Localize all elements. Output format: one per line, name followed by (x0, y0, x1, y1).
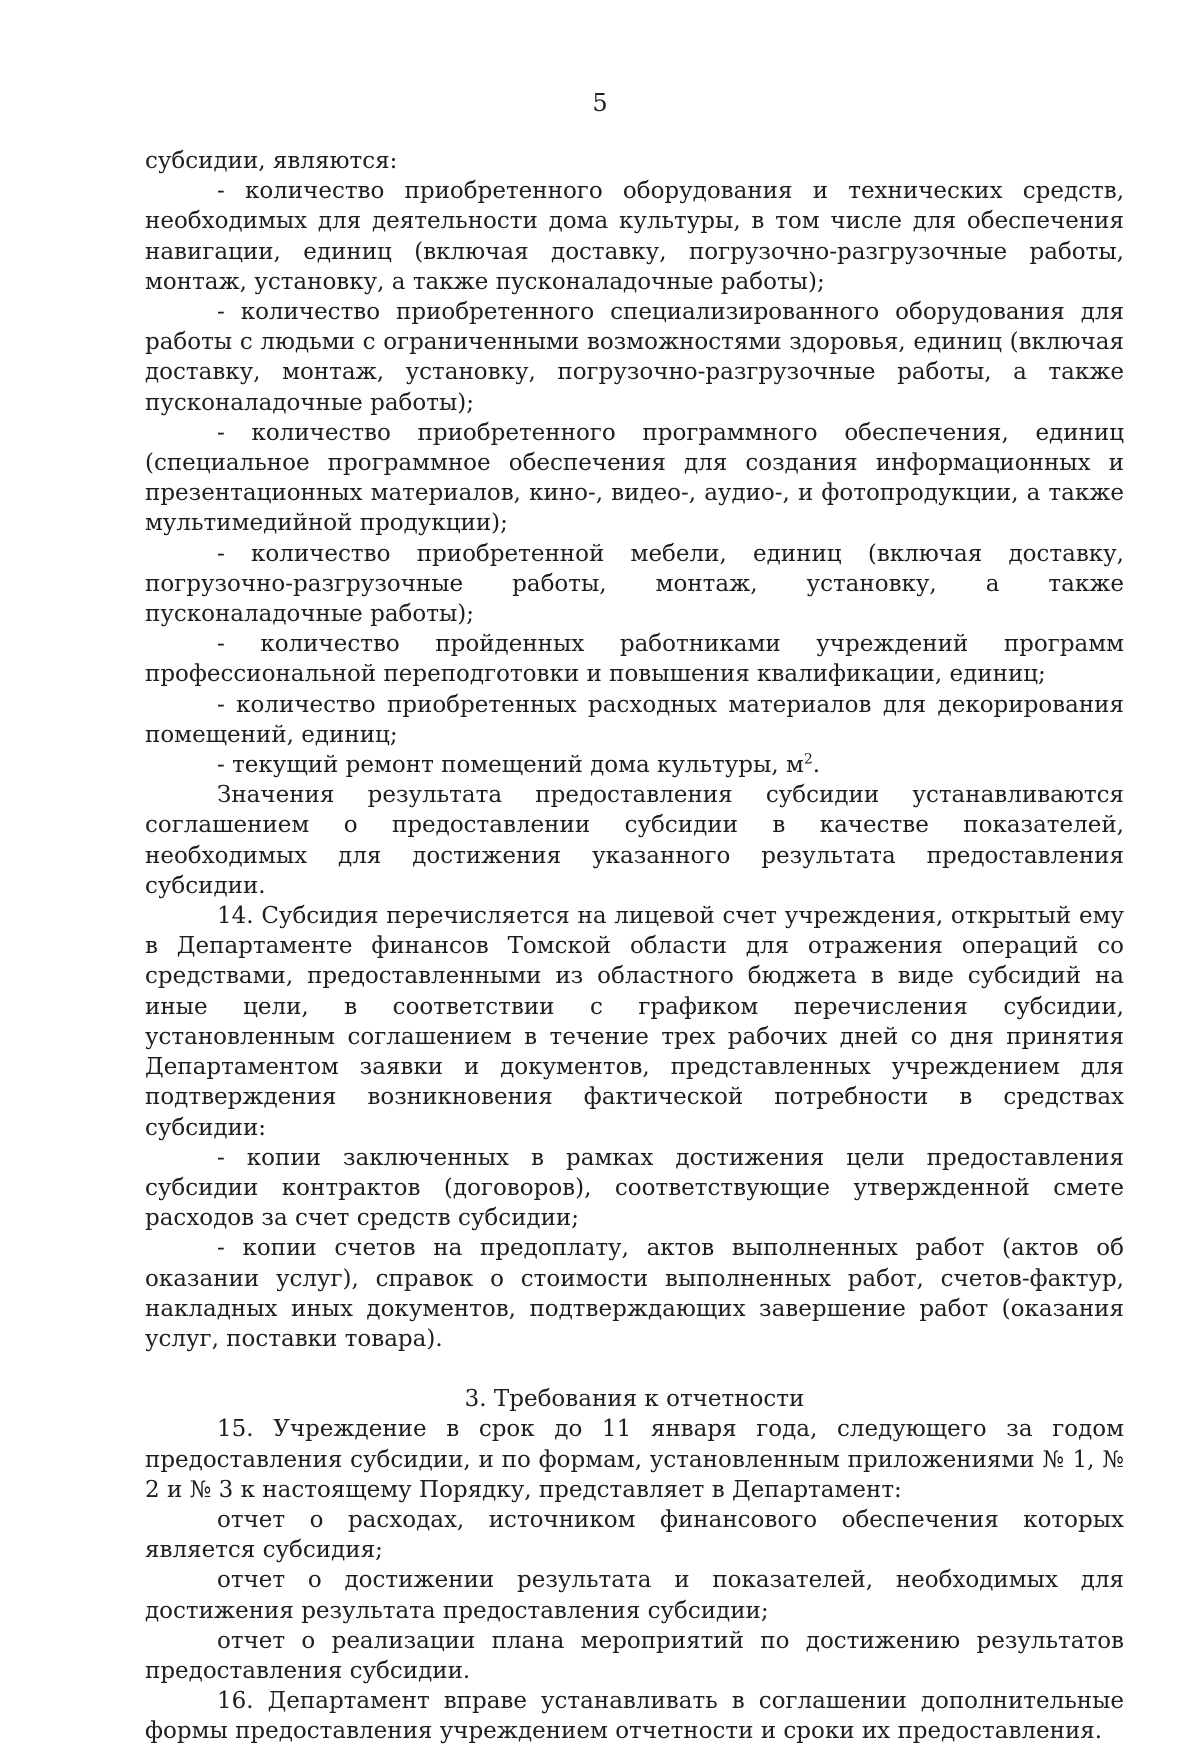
page-number: 5 (592, 89, 608, 117)
list-item: отчет о реализации плана мероприятий по достижению результатов предоставления субсидии. (145, 1627, 1124, 1684)
list-item: отчет о расходах, источником финансового обеспечения которых является субсидия; (145, 1506, 1124, 1564)
list-item: - количество приобретенных расходных материалов для декорирования помещений, единиц; (145, 691, 1124, 748)
list-item: - количество пройденных работниками учреждений программ профессиональной переподготовки и повышения квалификации, единиц; (145, 631, 1124, 688)
paragraph: Значения результата предоставления субсидии устанавливаются соглашением о предоставлении субсидии в качестве показателей, необходимых для достижения указанного результата предоставления субсидии. (145, 782, 1124, 899)
list-item (145, 750, 1124, 780)
list-item: - количество приобретенной мебели, единиц (включая доставку, погрузочно-разгрузочные работы, монтаж, установку, а также пусконаладочные работы); (145, 540, 1124, 628)
paragraph: 15. Учреждение в срок до 11 января года, следующего за годом предоставления субсидии, и по формам, установленным приложениями № 1, № 2 и № 3 к настоящему Порядку, представляет в Департамент: (145, 1416, 1124, 1503)
list-item: - количество приобретенного оборудования и технических средств, необходимых для деятельности дома культуры, в том числе для обеспечения навигации, единиц (включая доставку, погрузочно-разгрузочные работы, монтаж, установку, а также пусконаладочные работы); (145, 178, 1124, 295)
list-item-end: . (812, 752, 821, 779)
superscript: 2 (803, 751, 813, 768)
paragraph: 14. Субсидия перечисляется на лицевой счет учреждения, открытый ему в Департаменте финансов Томской области для отражения операций со средствами, предоставленными из областного бюджета в виде субсидий на иные цели, в соответствии с графиком перечисления субсидии, установленным соглашением в течение трех рабочих дней со дня принятия Департаментом заявки и документов, представленных учреждением для подтверждения возникновения фактической потребности в средствах субсидии: (145, 903, 1124, 1141)
list-item: - копии счетов на предоплату, актов выполненных работ (актов об оказании услуг), справок о стоимости выполненных работ, счетов-фактур, накладных иных документов, подтверждающих завершение работ (оказания услуг, поставки товара). (145, 1235, 1124, 1352)
paragraph: 16. Департамент вправе устанавливать в соглашении дополнительные формы предоставления учреждением отчетности и сроки их предоставления. (145, 1688, 1124, 1745)
list-item-text: - текущий ремонт помещений дома культуры, м (217, 752, 804, 779)
list-item: - количество приобретенного специализированного оборудования для работы с людьми с ограниченными возможностями здоровья, единиц (включая доставку, монтаж, установку, погрузочно-разгрузочные работы, а также пусконаладочные работы); (145, 299, 1124, 416)
list-item: - копии заключенных в рамках достижения цели предоставления субсидии контрактов (договоров), соответствующие утвержденной смете расходов за счет средств субсидии; (145, 1144, 1124, 1232)
paragraph: субсидии, являются: (145, 148, 398, 174)
document-body (145, 146, 1124, 1747)
section-heading: 3. Требования к отчетности (464, 1386, 805, 1413)
list-item: отчет о достижении результата и показателей, необходимых для достижения результата предоставления субсидии; (145, 1567, 1124, 1624)
list-item: - количество приобретенного программного обеспечения, единиц (специальное программное обеспечения для создания информационных и презентационных материалов, кино-, видео-, аудио-, и фотопродукции, а также мультимедийной продукции); (145, 419, 1124, 537)
